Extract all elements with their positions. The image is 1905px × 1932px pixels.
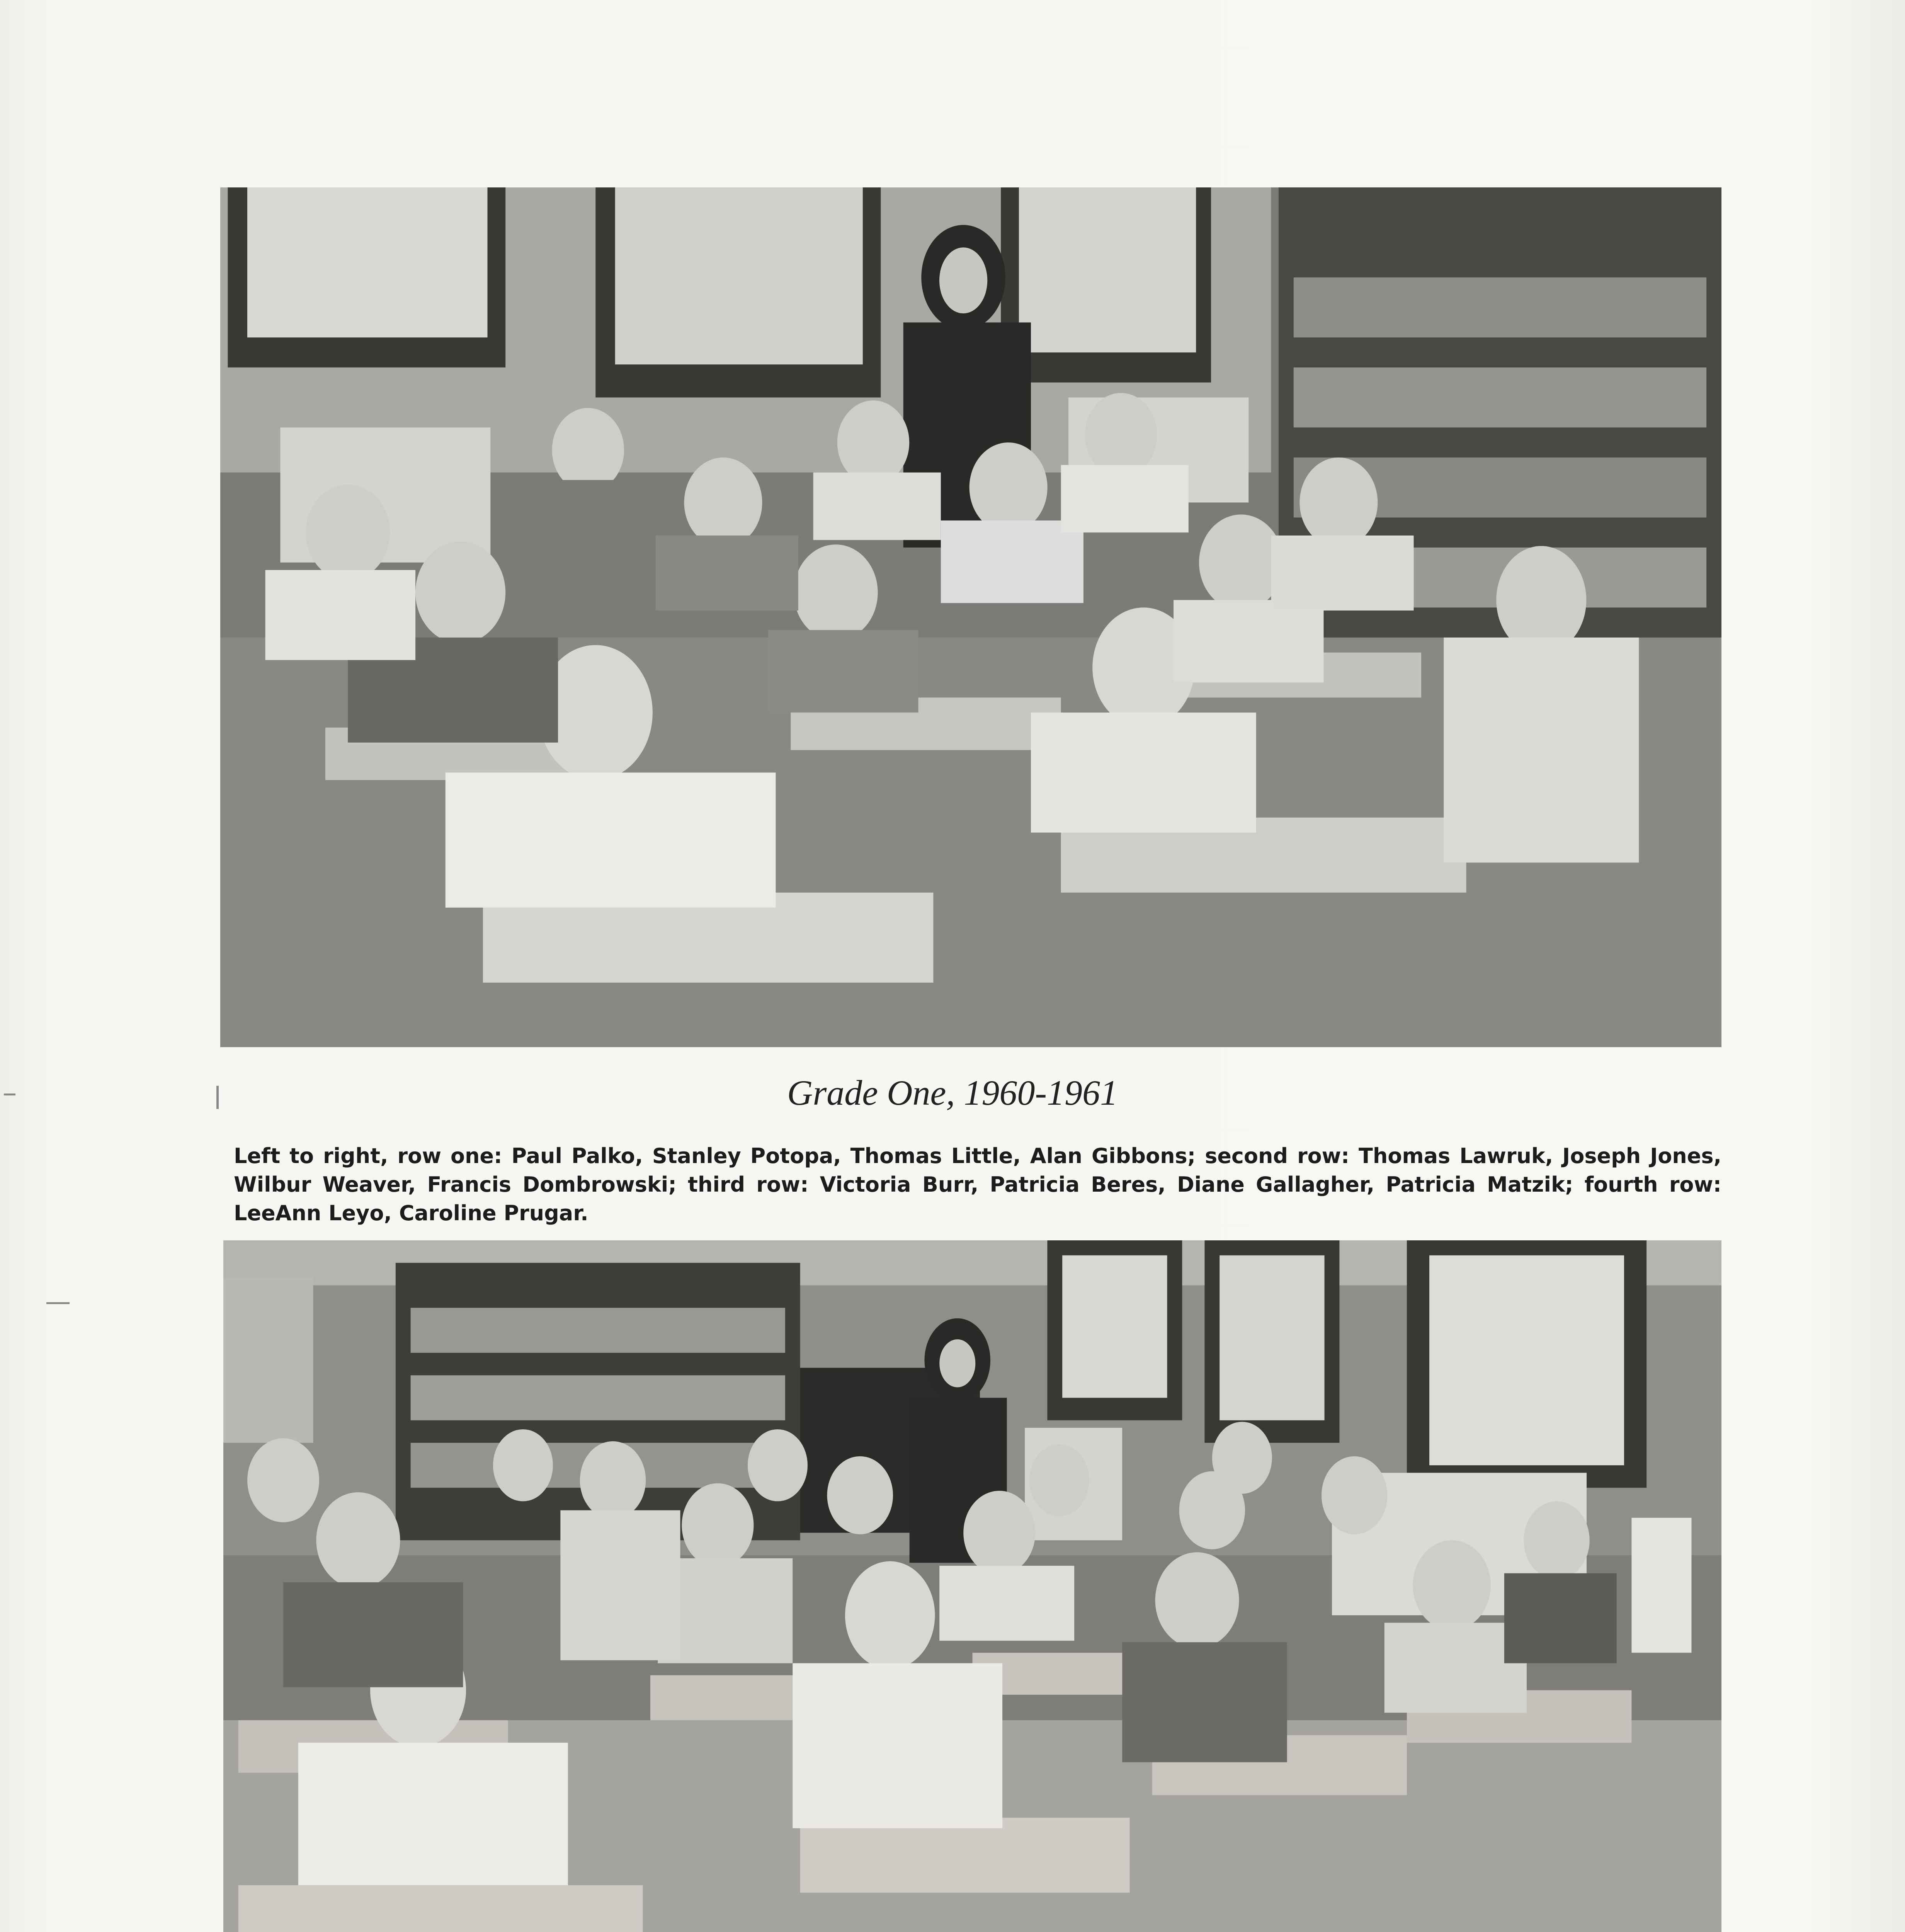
grade-one-caption: Left to right, row one: Paul Palko, Stanley Potopa, Thomas Little, Alan Gibbons; second row: Thomas Lawruk, Joseph Jones, Wilbur Weaver, Francis Dombrowski; third row: Victoria Burr, Patricia Beres, Diane Gallagher, Patricia Matzik; fourth row: LeeAnn Leyo, Caroline Prugar. bbox=[234, 1144, 1721, 1225]
margin-mark bbox=[46, 1302, 70, 1304]
grade-two-three-class-photo bbox=[223, 1240, 1721, 1932]
grade-one-class-photo bbox=[220, 187, 1721, 1047]
grade-one-title: Grade One, 1960-1961 bbox=[787, 1073, 1118, 1112]
classroom-photo-icon bbox=[220, 187, 1721, 1047]
classroom-photo-icon bbox=[223, 1240, 1721, 1932]
